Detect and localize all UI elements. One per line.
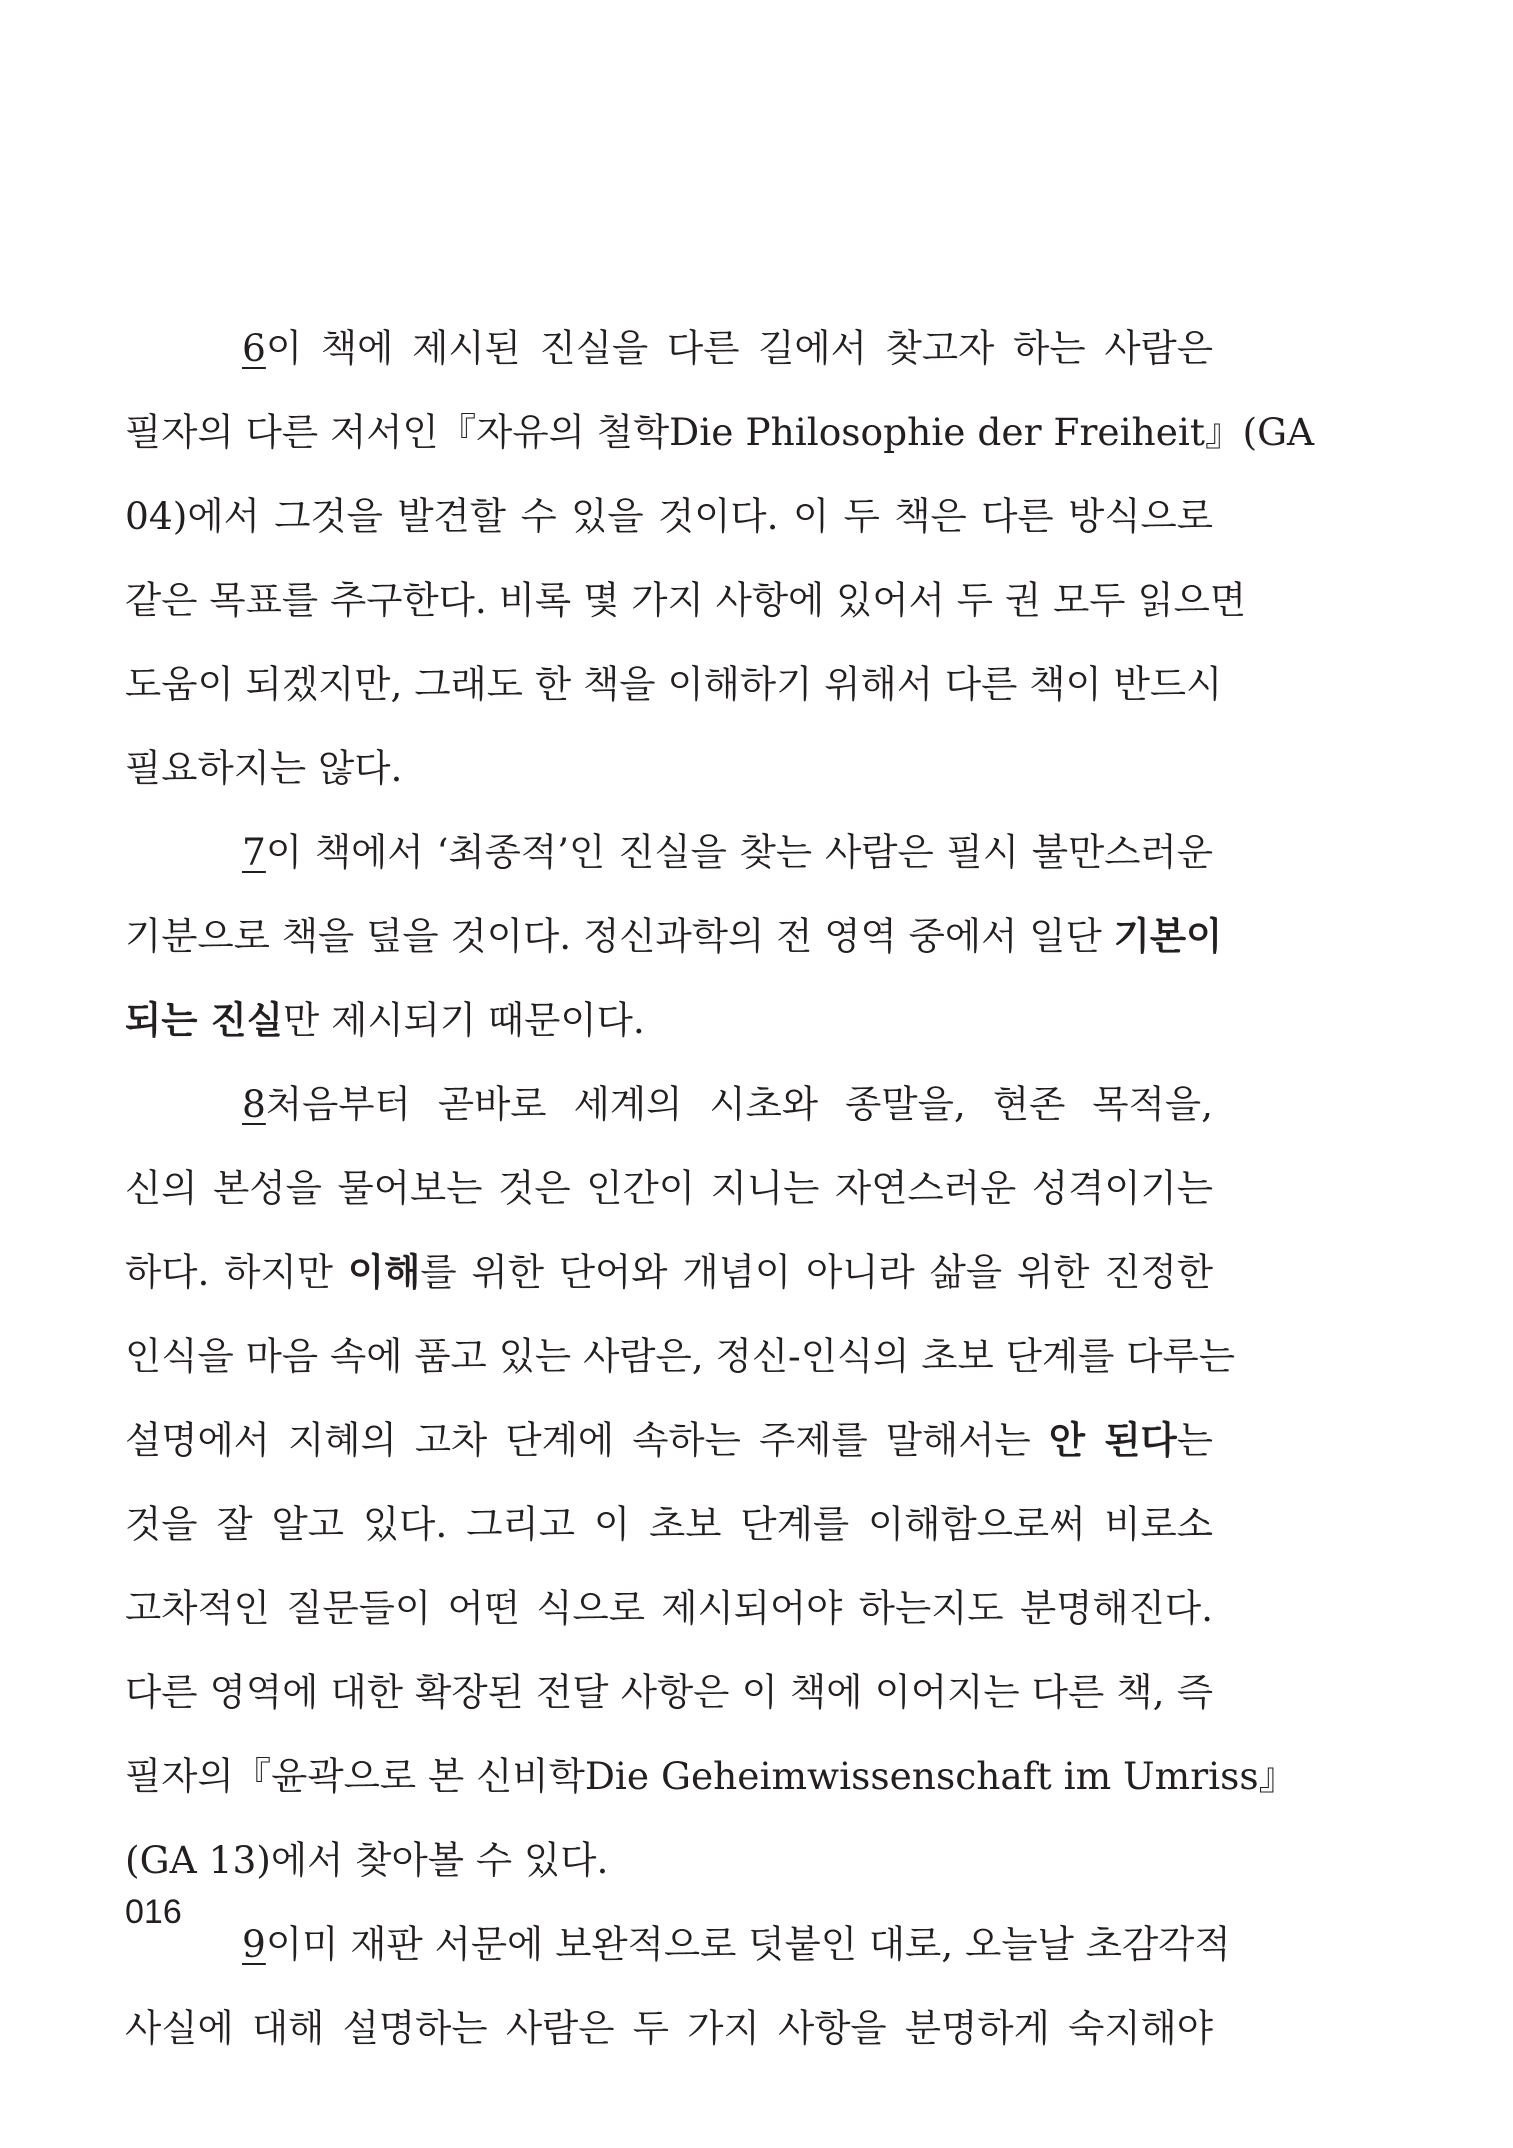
paragraph-7 — [125, 810, 1223, 1062]
bold-emphasis: 안 된다 — [1048, 1418, 1177, 1462]
page-number: 016 — [125, 1893, 182, 1931]
text-line — [125, 1230, 1213, 1314]
text-line: 04)에서 그것을 발견할 수 있을 것이다. 이 두 책은 다른 방식으로 — [125, 494, 1213, 538]
text-line: 고차적인 질문들이 어떤 식으로 제시되어야 하는지도 분명해진다. — [125, 1586, 1213, 1630]
text-span: 를 위한 단어와 개념이 아니라 삶을 위한 진정한 — [420, 1250, 1213, 1294]
text-span: 이미 재판 서문에 보완적으로 덧붙인 대로, 오늘날 초감각적 — [265, 1922, 1231, 1966]
bold-emphasis: 이해 — [347, 1250, 421, 1294]
text-line — [125, 978, 1213, 1062]
text-line: 필자의 다른 저서인『자유의 철학Die Philosophie der Freiheit』(GA — [125, 410, 1315, 454]
paragraph-6 — [125, 306, 1315, 810]
text-span: 이 책에서 ‘최종적’인 진실을 찾는 사람은 필시 불만스러운 — [265, 830, 1213, 874]
text-line: 다른 영역에 대한 확장된 전달 사항은 이 책에 이어지는 다른 책, 즉 — [125, 1670, 1213, 1714]
text-span: 하다. 하지만 — [125, 1250, 348, 1294]
text-line — [125, 810, 1213, 894]
text-span: 설명에서 지혜의 고차 단계에 속하는 주제를 말해서는 — [125, 1418, 1049, 1462]
text-line — [125, 306, 1213, 390]
text-span: 만 제시되기 때문이다. — [282, 998, 645, 1042]
paragraph-number: 7 — [242, 830, 266, 874]
text-line: 도움이 되겠지만, 그래도 한 책을 이해하기 위해서 다른 책이 반드시 — [125, 662, 1223, 706]
paragraph-9 — [125, 1902, 1231, 2070]
bold-emphasis: 기본이 — [1113, 914, 1223, 958]
paragraph-number: 9 — [242, 1922, 266, 1966]
text-span: 처음부터 곧바로 세계의 시초와 종말을, 현존 목적을, — [265, 1082, 1213, 1126]
text-line — [125, 1062, 1213, 1146]
text-line — [125, 1398, 1213, 1482]
text-span: 이 책에 제시된 진실을 다른 길에서 찾고자 하는 사람은 — [265, 326, 1213, 370]
body-text — [125, 306, 1315, 2070]
text-line: 필요하지는 않다. — [125, 746, 403, 790]
paragraph-number: 6 — [242, 326, 266, 370]
text-line: 같은 목표를 추구한다. 비록 몇 가지 사항에 있어서 두 권 모두 읽으면 — [125, 578, 1247, 622]
text-line: 필자의『윤곽으로 본 신비학Die Geheimwissenschaft im Umriss』 — [125, 1754, 1297, 1798]
text-line — [125, 894, 1223, 978]
paragraph-number: 8 — [242, 1082, 266, 1126]
paragraph-8 — [125, 1062, 1297, 1902]
bold-emphasis: 되는 진실 — [125, 998, 283, 1042]
text-line: 사실에 대해 설명하는 사람은 두 가지 사항을 분명하게 숙지해야 — [125, 2006, 1213, 2050]
text-line: (GA 13)에서 찾아볼 수 있다. — [125, 1838, 609, 1882]
text-line: 것을 잘 알고 있다. 그리고 이 초보 단계를 이해함으로써 비로소 — [125, 1502, 1213, 1546]
text-span: 는 — [1176, 1418, 1213, 1462]
text-line: 신의 본성을 물어보는 것은 인간이 지니는 자연스러운 성격이기는 — [125, 1166, 1213, 1210]
text-line — [125, 1902, 1231, 1986]
text-span: 기분으로 책을 덮을 것이다. 정신과학의 전 영역 중에서 일단 — [125, 914, 1114, 958]
text-line: 인식을 마음 속에 품고 있는 사람은, 정신-인식의 초보 단계를 다루는 — [125, 1334, 1235, 1378]
